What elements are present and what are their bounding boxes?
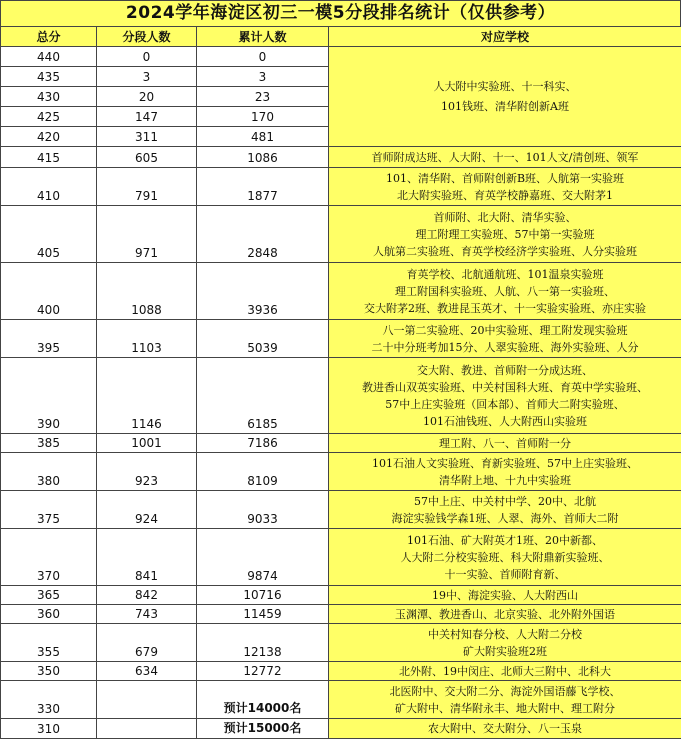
schools-cell [329, 263, 681, 320]
segment-count-cell: 147 [97, 107, 197, 127]
table-row [1, 662, 681, 681]
header-row [1, 27, 681, 47]
schools-cell [329, 453, 681, 491]
table-row [1, 529, 681, 586]
score-cell: 415 [1, 147, 97, 168]
school-line: 矿大附中、清华附永丰、地大附中、理工附分 [329, 700, 681, 717]
school-line: 57中上庄实验班（回本部）、首师大二附实验班、 [329, 396, 681, 413]
schools-cell [329, 47, 681, 147]
score-cell: 425 [1, 107, 97, 127]
schools-cell [329, 147, 681, 168]
cumulative-count-cell: 481 [197, 127, 329, 147]
score-cell: 365 [1, 586, 97, 605]
table-row [1, 206, 681, 263]
score-cell: 410 [1, 168, 97, 206]
segment-count-cell [97, 719, 197, 739]
score-cell: 420 [1, 127, 97, 147]
school-line: 农大附中、交大附分、八一玉泉 [329, 720, 681, 737]
score-cell: 430 [1, 87, 97, 107]
score-cell: 310 [1, 719, 97, 739]
segment-count-cell: 679 [97, 624, 197, 662]
score-cell: 360 [1, 605, 97, 624]
segment-count-cell: 791 [97, 168, 197, 206]
score-cell: 390 [1, 358, 97, 434]
schools-cell [329, 681, 681, 719]
schools-cell [329, 719, 681, 739]
school-line: 101石油、矿大附英才1班、20中新都、 [329, 532, 681, 549]
cumulative-count-cell: 10716 [197, 586, 329, 605]
school-line: 理工附、八一、首师附一分 [329, 435, 681, 452]
school-line: 交大附、教进、首师附一分成达班、 [329, 362, 681, 379]
score-cell: 435 [1, 67, 97, 87]
segment-count-cell: 20 [97, 87, 197, 107]
schools-cell [329, 320, 681, 358]
segment-count-cell: 0 [97, 47, 197, 67]
segment-count-cell: 3 [97, 67, 197, 87]
table-row [1, 719, 681, 739]
table-row [1, 624, 681, 662]
ranking-table [0, 26, 681, 739]
score-cell: 355 [1, 624, 97, 662]
cumulative-count-cell: 9874 [197, 529, 329, 586]
school-line: 人大附中实验班、十一科实、 [329, 77, 681, 97]
segment-count-cell: 743 [97, 605, 197, 624]
school-line: 57中上庄、中关村中学、20中、北航 [329, 493, 681, 510]
school-line: 首师附、北大附、清华实验、 [329, 209, 681, 226]
schools-cell [329, 662, 681, 681]
school-line: 理工附理工实验班、57中第一实验班 [329, 226, 681, 243]
header-segment-count: 分段人数 [97, 27, 197, 47]
segment-count-cell: 842 [97, 586, 197, 605]
score-cell: 440 [1, 47, 97, 67]
cumulative-count-cell: 9033 [197, 491, 329, 529]
cumulative-count-cell: 11459 [197, 605, 329, 624]
segment-count-cell: 1103 [97, 320, 197, 358]
cumulative-count-cell: 23 [197, 87, 329, 107]
table-row [1, 358, 681, 434]
segment-count-cell: 923 [97, 453, 197, 491]
cumulative-count-cell: 2848 [197, 206, 329, 263]
score-cell: 375 [1, 491, 97, 529]
cumulative-count-cell: 1086 [197, 147, 329, 168]
table-row [1, 681, 681, 719]
school-line: 二十中分班考加15分、人翠实验班、海外实验班、人分 [329, 339, 681, 356]
school-line: 教进香山双英实验班、中关村国科大班、育英中学实验班、 [329, 379, 681, 396]
cumulative-count-cell: 3936 [197, 263, 329, 320]
score-cell: 405 [1, 206, 97, 263]
score-cell: 385 [1, 434, 97, 453]
segment-count-cell: 924 [97, 491, 197, 529]
header-cumulative-count: 累计人数 [197, 27, 329, 47]
table-row [1, 586, 681, 605]
table-row [1, 263, 681, 320]
cumulative-count-cell: 1877 [197, 168, 329, 206]
schools-cell [329, 624, 681, 662]
table-row [1, 605, 681, 624]
school-line: 中关村知春分校、人大附二分校 [329, 626, 681, 643]
school-line: 玉渊潭、教进香山、北京实验、北外附外国语 [329, 606, 681, 623]
school-line: 清华附上地、十九中实验班 [329, 472, 681, 489]
schools-cell [329, 206, 681, 263]
score-cell: 370 [1, 529, 97, 586]
cumulative-count-cell: 12772 [197, 662, 329, 681]
schools-cell [329, 491, 681, 529]
segment-count-cell [97, 681, 197, 719]
cumulative-count-cell: 预计15000名 [197, 719, 329, 739]
school-line: 育英学校、北航通航班、101温泉实验班 [329, 266, 681, 283]
school-line: 19中、海淀实验、人大附西山 [329, 587, 681, 604]
score-cell: 330 [1, 681, 97, 719]
table-row [1, 491, 681, 529]
table-row [1, 147, 681, 168]
score-cell: 350 [1, 662, 97, 681]
schools-cell [329, 529, 681, 586]
school-line: 北外附、19中闵庄、北师大三附中、北科大 [329, 663, 681, 680]
score-cell: 395 [1, 320, 97, 358]
school-line: 交大附茅2班、教进昆玉英才、十一实验实验班、亦庄实验 [329, 300, 681, 317]
score-cell: 380 [1, 453, 97, 491]
cumulative-count-cell: 5039 [197, 320, 329, 358]
table-body [1, 47, 681, 739]
school-line: 海淀实验钱学森1班、人翠、海外、首师大二附 [329, 510, 681, 527]
segment-count-cell: 971 [97, 206, 197, 263]
schools-cell [329, 434, 681, 453]
segment-count-cell: 311 [97, 127, 197, 147]
table-row [1, 434, 681, 453]
cumulative-count-cell: 12138 [197, 624, 329, 662]
schools-cell [329, 168, 681, 206]
cumulative-count-cell: 3 [197, 67, 329, 87]
school-line: 矿大附实验班2班 [329, 643, 681, 660]
sheet-title: 2024学年海淀区初三一模5分段排名统计（仅供参考） [0, 0, 681, 26]
header-schools: 对应学校 [329, 27, 681, 47]
school-line: 101、清华附、首师附创新B班、人航第一实验班 [329, 170, 681, 187]
schools-cell [329, 586, 681, 605]
school-line: 北医附中、交大附二分、海淀外国语藤飞学校、 [329, 683, 681, 700]
school-line: 人大附二分校实验班、科大附鼎新实验班、 [329, 549, 681, 566]
segment-count-cell: 841 [97, 529, 197, 586]
school-line: 八一第二实验班、20中实验班、理工附发现实验班 [329, 322, 681, 339]
segment-count-cell: 1088 [97, 263, 197, 320]
table-row [1, 47, 681, 67]
table-row [1, 168, 681, 206]
score-cell: 400 [1, 263, 97, 320]
cumulative-count-cell: 预计14000名 [197, 681, 329, 719]
segment-count-cell: 1146 [97, 358, 197, 434]
segment-count-cell: 1001 [97, 434, 197, 453]
table-row [1, 453, 681, 491]
table-row [1, 320, 681, 358]
school-line: 理工附国科实验班、人航、八一第一实验班、 [329, 283, 681, 300]
school-line: 101石油人文实验班、育新实验班、57中上庄实验班、 [329, 455, 681, 472]
cumulative-count-cell: 8109 [197, 453, 329, 491]
school-line: 101钱班、清华附创新A班 [329, 97, 681, 117]
cumulative-count-cell: 0 [197, 47, 329, 67]
school-line: 人航第二实验班、育英学校经济学实验班、人分实验班 [329, 243, 681, 260]
school-line: 十一实验、首师附育新、 [329, 566, 681, 583]
schools-cell [329, 358, 681, 434]
schools-cell [329, 605, 681, 624]
segment-count-cell: 605 [97, 147, 197, 168]
segment-count-cell: 634 [97, 662, 197, 681]
cumulative-count-cell: 7186 [197, 434, 329, 453]
cumulative-count-cell: 170 [197, 107, 329, 127]
school-line: 首师附成达班、人大附、十一、101人文/清创班、领军 [329, 149, 681, 166]
cumulative-count-cell: 6185 [197, 358, 329, 434]
header-total-score: 总分 [1, 27, 97, 47]
school-line: 北大附实验班、育英学校静嘉班、交大附茅1 [329, 187, 681, 204]
school-line: 101石油钱班、人大附西山实验班 [329, 413, 681, 430]
